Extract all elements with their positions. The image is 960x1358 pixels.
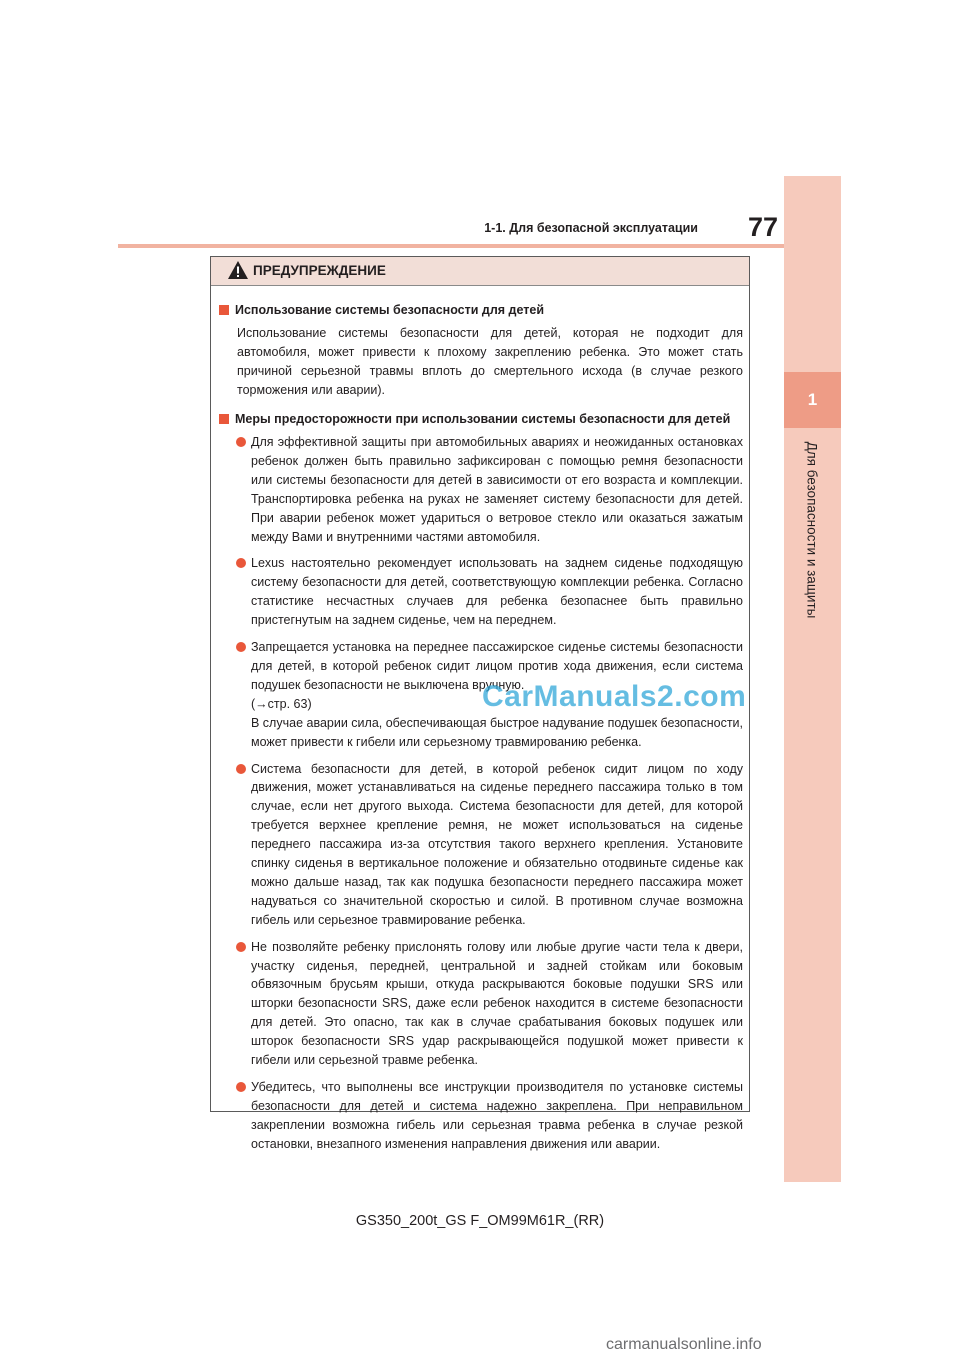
bullet-text: Для эффективной защиты при автомобильных авариях и неожиданных остановках ребенок должен быть правильно зафиксирован с помощью ремня безопасности или системы безопасности для детей в зависимости от его возраста и комплекции. Транспортировка ребенка на руках не заменяет систему безопасности для детей. При аварии ребенок может удариться о ветровое стекло или оказаться зажатым между Вами и внутренними частями автомобиля. <box>251 435 743 544</box>
page-number: 77 <box>747 212 778 242</box>
chapter-side-tab <box>784 176 841 1182</box>
square-bullet-icon <box>219 414 229 424</box>
section-heading-text: Использование системы безопасности для детей <box>235 303 545 317</box>
bullet-text-continued: В случае аварии сила, обеспечивающая быстрое надувание подушек безопасности, может привести к гибели или серьезному травмированию ребенка. <box>251 715 744 749</box>
bullet-text: Запрещается установка на переднее пассажирское сиденье системы безопасности для детей, в которой ребенок сидит лицом против хода движения, если система подушек безопасности не выключена вручную. <box>251 640 743 692</box>
bullet-item <box>219 1078 743 1154</box>
bullet-text: Lexus настоятельно рекомендует использовать на заднем сиденье подходящую систему безопасности для детей, соответствующую комплекции ребенка. Согласно статистике несчастных случаев для ребенка безопаснее быть правильно пристегнутым на заднем сиденье, чем на переднем. <box>251 556 743 628</box>
round-bullet-icon <box>236 1082 246 1092</box>
round-bullet-icon <box>236 764 246 774</box>
section-heading <box>219 301 743 320</box>
warning-triangle-icon <box>227 260 249 280</box>
round-bullet-icon <box>236 942 246 952</box>
watermark-overlay: CarManuals2.com <box>482 680 747 713</box>
page-reference: (→стр. 63) <box>251 696 312 711</box>
header-rule <box>118 244 784 248</box>
section-paragraph: Использование системы безопасности для детей, которая не подходит для автомобиля, может привести к плохому закреплению ребенка. Это может стать причиной серьезной травмы вплоть до смертельного исхода (в случае резкого торможения или аварии). <box>237 326 743 397</box>
chapter-title: Для безопасности и защиты <box>804 441 820 619</box>
bullet-text: Система безопасности для детей, в которой ребенок сидит лицом по ходу движения, может устанавливаться на сиденье переднего пассажира только в том случае, если нет другого выхода. Система безопасности для детей, для которой требуется верхнее крепление ремня, не может использоваться на сиденье переднего пассажира из-за отсутствия такого верхнего крепления. Установите спинку сиденья в вертикальное положение и обязательно отодвиньте сиденье как можно дальше назад, так как подушка безопасности переднего пассажира может надуваться со значительной скоростью и силой. В противном случае возможна гибель или серьезное травмирование ребенка. <box>251 761 743 927</box>
document-code: GS350_200t_GS F_OM99M61R_(RR) <box>355 1213 605 1229</box>
round-bullet-icon <box>236 558 246 568</box>
round-bullet-icon <box>236 642 246 652</box>
section-heading <box>219 410 743 429</box>
bullet-item <box>219 433 743 546</box>
section-heading-text: Меры предосторожности при использовании системы безопасности для детей <box>235 412 731 426</box>
bullet-item <box>219 554 743 630</box>
site-watermark: carmanualsonline.info <box>606 1336 762 1353</box>
warning-content <box>211 286 749 1154</box>
bullet-item <box>219 760 743 930</box>
bullet-text: Не позволяйте ребенку прислонять голову или любые другие части тела к двери, участку сиденья, передней, центральной и задней стойкам или боковым обвязочным брусьям крыши, откуда раскрываются боковые подушки SRS или шторки безопасности SRS, даже если ребенок находится в системе безопасности для детей. Это опасно, так как в случае срабатывания боковых подушек или шторок безопасности SRS удар раскрывающейся подушкой может привести к гибели или серьезной травме ребенка. <box>251 939 743 1068</box>
round-bullet-icon <box>236 437 246 447</box>
bullet-item <box>219 938 743 1070</box>
bullet-text: Убедитесь, что выполнены все инструкции производителя по установке системы безопасности для детей и система надежно закреплена. При неправильном закреплении возможна гибель или серьезная травма ребенка в случае резкой остановки, внезапного изменения направления движения или аварии. <box>251 1080 743 1151</box>
warning-header <box>211 257 749 286</box>
square-bullet-icon <box>219 305 229 315</box>
warning-title: ПРЕДУПРЕЖДЕНИЕ <box>253 263 386 278</box>
chapter-number: 1 <box>784 372 841 428</box>
section-title: 1-1. Для безопасной эксплуатации <box>484 221 698 235</box>
